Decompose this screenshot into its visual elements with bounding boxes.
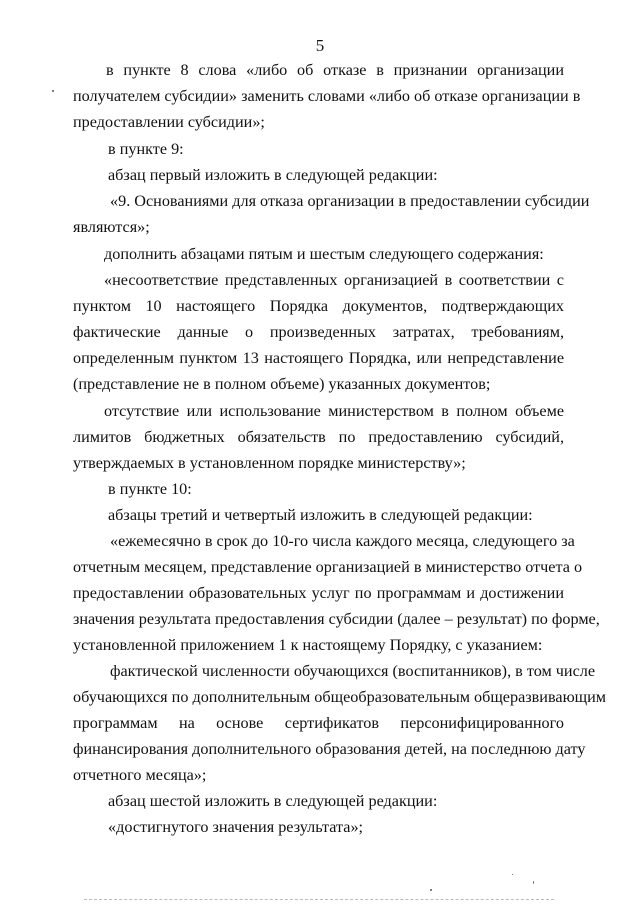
page-number: 5 xyxy=(315,36,325,55)
text-line: пунктом 10 настоящего Порядка документов, подтверждающих xyxy=(73,297,564,315)
scan-edge xyxy=(84,899,554,900)
text-line: (представление не в полном объеме) указанных документов; xyxy=(73,375,491,393)
text-line: «9. Основаниями для отказа организации в предоставлении субсидии xyxy=(110,192,590,210)
scan-speck xyxy=(430,889,432,891)
text-line: значения результата предоставления субсидии (далее – результат) по форме, xyxy=(73,610,600,628)
text-line: финансирования дополнительного образования детей, на последнюю дату xyxy=(73,740,586,758)
text-line: фактической численности обучающихся (воспитанников), в том числе xyxy=(110,662,596,680)
scan-speck xyxy=(512,874,513,875)
text-line: в пункте 10: xyxy=(108,480,192,498)
scan-speck xyxy=(52,90,54,92)
text-line: абзацы третий и четвертый изложить в следующей редакции: xyxy=(108,506,533,524)
text-line: абзац шестой изложить в следующей редакции: xyxy=(108,792,438,810)
text-line: лимитов бюджетных обязательств по предоставлению субсидий, xyxy=(73,428,564,446)
text-line: определенным пунктом 13 настоящего Порядка, или непредставление xyxy=(73,349,564,367)
text-line: предоставлении образовательных услуг по программам и достижении xyxy=(73,584,564,602)
text-line: отчетного месяца»; xyxy=(73,766,207,784)
text-line: абзац первый изложить в следующей редакции: xyxy=(108,166,438,184)
text-line: в пункте 9: xyxy=(108,140,184,158)
text-line: «несоответствие представленных организацией в соответствии с xyxy=(104,271,564,289)
text-line: утверждаемых в установленном порядке министерству»; xyxy=(73,454,466,472)
text-line: предоставлении субсидии»; xyxy=(73,113,265,131)
text-line: фактические данные о произведенных затратах, требованиям, xyxy=(73,323,564,341)
text-line: обучающихся по дополнительным общеобразовательным общеразвивающим xyxy=(73,688,607,706)
text-line: в пункте 8 слова «либо об отказе в признании организации xyxy=(106,61,564,79)
text-line: программам на основе сертификатов персонифицированного xyxy=(73,714,564,732)
text-line: «достигнутого значения результата»; xyxy=(108,818,364,836)
text-line: «ежемесячно в срок до 10-го числа каждого месяца, следующего за xyxy=(110,532,575,550)
text-line: являются»; xyxy=(73,218,150,236)
text-line: отсутствие или использование министерством в полном объеме xyxy=(104,402,564,420)
text-line: получателем субсидии» заменить словами «либо об отказе организации в xyxy=(73,87,581,105)
scan-speck xyxy=(533,881,534,884)
text-line: отчетным месяцем, представление организацией в министерство отчета о xyxy=(73,558,583,576)
text-line: дополнить абзацами пятым и шестым следующего содержания: xyxy=(104,245,544,263)
text-line: установленной приложением 1 к настоящему Порядку, с указанием: xyxy=(73,636,543,654)
